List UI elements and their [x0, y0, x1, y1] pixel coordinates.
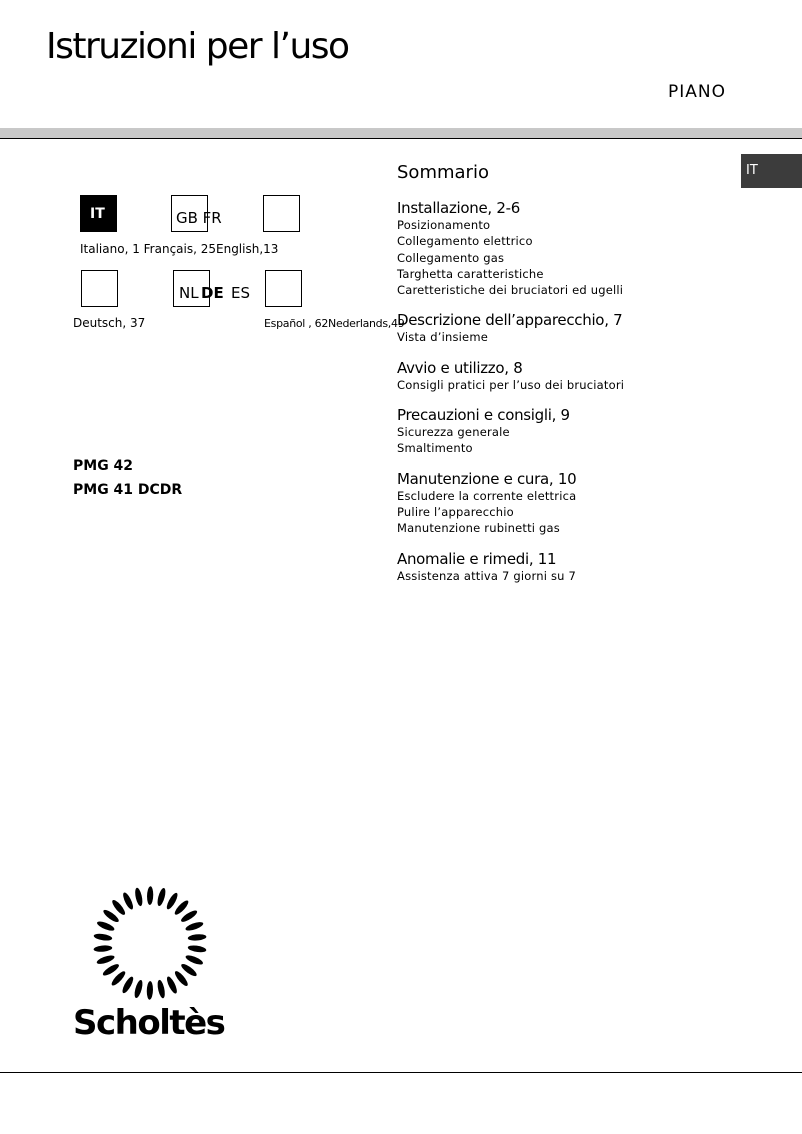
toc-item[interactable]: Vista d’insieme [397, 330, 488, 345]
brand-name: Scholtès [73, 1003, 225, 1043]
bottom-divider [0, 1072, 802, 1073]
sun-ray [93, 933, 112, 942]
toc-section-installazione [397, 199, 697, 298]
toc-item[interactable]: Sicurezza generale [397, 425, 510, 440]
sun-ray [133, 980, 144, 998]
sun-ray [147, 886, 153, 906]
model-name-2: PMG 41 DCDR [73, 482, 183, 498]
toc-item[interactable]: Escludere la corrente elettrica [397, 488, 577, 503]
toc-section-descrizione [397, 311, 697, 345]
sun-ray [185, 953, 203, 966]
toc-item[interactable]: Posizionamento [397, 218, 491, 232]
toc-item[interactable]: Manutenzione rubinetti gas [397, 521, 560, 536]
sun-ray [121, 891, 134, 912]
toc-heading: Sommario [397, 162, 489, 183]
sun-ray [187, 933, 208, 941]
lang-box-de[interactable] [81, 270, 118, 307]
lang-box-fr[interactable] [263, 195, 300, 232]
page-title: Istruzioni per l’uso [46, 26, 349, 67]
sun-ray [184, 920, 205, 932]
table-of-contents [397, 162, 697, 597]
model-name-1: PMG 42 [73, 458, 134, 474]
toc-item[interactable]: Consigli pratici per l’uso dei bruciatori [397, 377, 625, 392]
sun-ray [165, 975, 178, 996]
header-band [0, 128, 802, 138]
lang-code-de: DE [201, 284, 224, 302]
sun-ray [156, 888, 167, 906]
sun-ray [120, 976, 135, 994]
sun-ray [187, 945, 206, 954]
lang-label-es-nl: Español , 62Nederlands,49 [264, 317, 405, 330]
toc-section-title[interactable]: Descrizione dell’apparecchio, 7 [397, 311, 623, 330]
top-divider [0, 138, 802, 139]
sun-ray [134, 886, 144, 907]
sun-logo-icon [73, 883, 228, 1003]
product-type: PIANO [668, 82, 726, 102]
sun-ray [93, 945, 114, 953]
toc-section-avvio [397, 359, 697, 393]
toc-section-title[interactable]: Installazione, 2-6 [397, 199, 520, 217]
toc-section-precauzioni [397, 406, 697, 457]
lang-code-es: ES [231, 284, 250, 302]
lang-box-it[interactable]: IT [80, 195, 117, 232]
toc-section-anomalie [397, 550, 697, 584]
toc-item[interactable]: Smaltimento [397, 441, 473, 456]
toc-item[interactable]: Pulire l’apparecchio [397, 504, 514, 519]
toc-section-title[interactable]: Avvio e utilizzo, 8 [397, 358, 523, 377]
lang-labels-row1: Italiano, 1 Français, 25English,13 [80, 242, 279, 256]
sun-ray [147, 980, 153, 1000]
sun-ray [95, 954, 116, 966]
toc-item[interactable]: Caretteristiche dei bruciatori ed ugelli [397, 283, 624, 298]
toc-item[interactable]: Targhetta caratteristiche [397, 266, 544, 281]
toc-section-manutenzione [397, 470, 697, 537]
sun-ray [97, 920, 115, 933]
sun-ray [165, 892, 180, 910]
toc-item[interactable]: Collegamento elettrico [397, 234, 533, 249]
toc-item[interactable]: Assistenza attiva 7 giorni su 7 [397, 568, 577, 583]
sun-ray [156, 979, 166, 1000]
lang-codes-gb-fr: GB FR [176, 209, 222, 227]
toc-section-title[interactable]: Anomalie e rimedi, 11 [397, 549, 557, 568]
toc-section-title[interactable]: Precauzioni e consigli, 9 [397, 406, 570, 425]
language-tab-it[interactable]: IT [741, 154, 802, 188]
lang-box-es[interactable] [265, 270, 302, 307]
toc-item[interactable]: Collegamento gas [397, 250, 505, 265]
lang-code-nl: NL [179, 284, 199, 302]
lang-label-de: Deutsch, 37 [73, 316, 146, 330]
toc-section-title[interactable]: Manutenzione e cura, 10 [397, 469, 577, 488]
